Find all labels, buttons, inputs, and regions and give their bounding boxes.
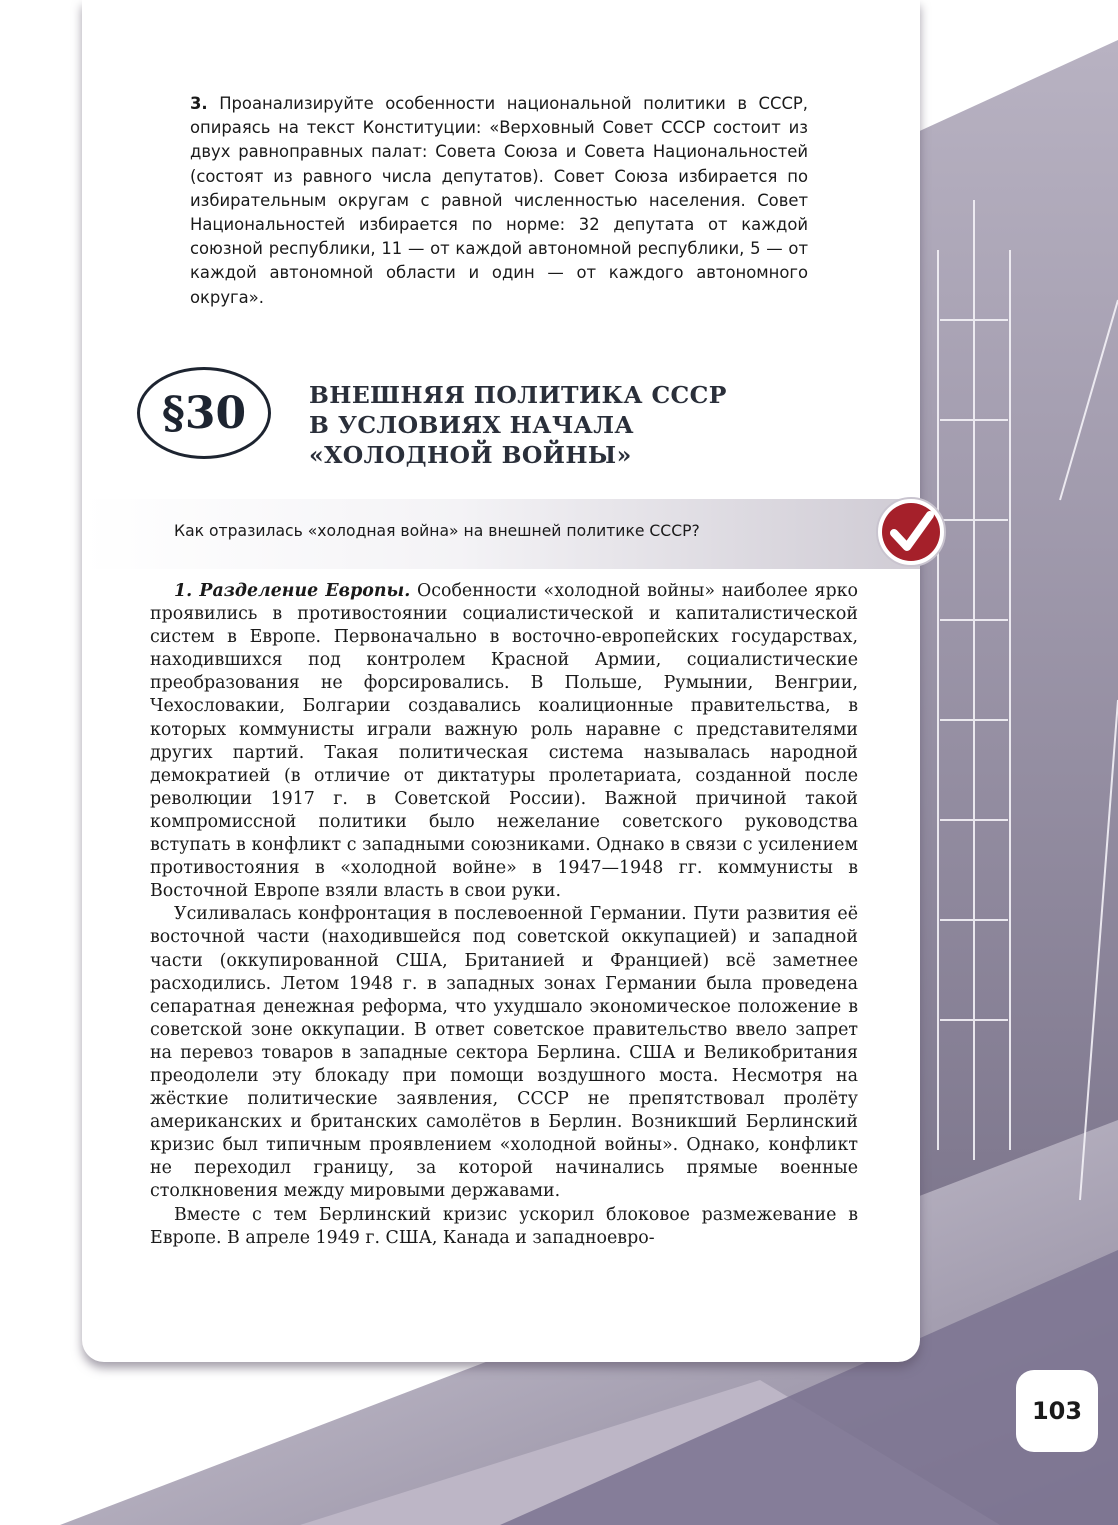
section-number: §30	[161, 387, 247, 439]
section-title-line-1: ВНЕШНЯЯ ПОЛИТИКА СССР	[309, 381, 727, 409]
paragraph-3: Вместе с тем Берлинский кризис ускорил блоковое размежевание в Европе. В апреле 1949 г. США, Канада и западноевро-	[150, 1204, 858, 1248]
subsection-heading: 1. Разделение Европы.	[174, 581, 411, 601]
page-number: 103	[1016, 1370, 1098, 1452]
key-question: Как отразилась «холодная война» на внешней политике СССР?	[174, 522, 700, 540]
task-3	[190, 92, 808, 310]
task-text: Проанализируйте особенности национальной политики в СССР, опираясь на текст Конституции: «Верховный Совет СССР состоит из двух равноправных палат: Совета Союза и Совета Национальностей (состоят из равного числа депутатов). Совет Союза избирается по избирательным округам с равной численностью населения. Совет Национальностей избирается по норме: 32 депутата от каждой союзной республики, 11 — от каждой автономной республики, 5 — от каждой автономной области и один — от каждого автономного округа».	[190, 94, 808, 307]
section-title-line-2: В УСЛОВИЯХ НАЧАЛА	[309, 411, 634, 439]
checkmark-icon	[874, 495, 948, 569]
paragraph-2: Усиливалась конфронтация в послевоенной Германии. Пути развития её восточной части (находившейся под советской оккупацией) и западной части (оккупированной США, Британией и Францией) всё заметнее расходились. Летом 1948 г. в западных зонах Германии была проведена сепаратная денежная реформа, что ухудшало экономическое положение в советской зоне оккупации. В ответ советское правительство ввело запрет на перевоз товаров в западные сектора Берлина. США и Великобритания преодолели эту блокаду при помощи воздушного моста. Несмотря на жёсткие политические заявления, СССР не препятствовал пролёту американских и британских самолётов в Берлин. Возникший Берлинский кризис был типичным проявлением «холодной войны». Однако, конфликт не переходил границу, за которой начинались прямые военные столкновения между мировыми державами.	[150, 904, 858, 1202]
paragraph-1	[150, 580, 858, 903]
section-title-line-3: «ХОЛОДНОЙ ВОЙНЫ»	[309, 441, 632, 469]
paragraph-1-text: Особенности «холодной войны» наиболее ярко проявились в противостоянии социалистической и капиталистической систем в Европе. Первоначально в восточно-европейских государствах, находившихся под контролем Красной Армии, социалистические преобразования не форсировались. В Польше, Румынии, Венгрии, Чехословакии, Болгарии создавались коалиционные правительства, в которых коммунисты играли важную роль наравне с представителями других партий. Такая политическая система называлась народной демократией (в отличие от диктатуры пролетариата, созданной после революции 1917 г. в Советской России). Важной причиной такой компромиссной политики было нежелание советского руководства вступать в конфликт с западными союзниками. Однако в связи с усилением противостояния в «холодной войне» в 1947—1948 гг. коммунисты в Восточной Европе взяли власть в свои руки.	[150, 581, 859, 902]
section-number-oval	[137, 367, 271, 459]
body-text	[150, 580, 858, 1250]
section-title	[309, 380, 789, 470]
task-number: 3.	[190, 94, 208, 113]
